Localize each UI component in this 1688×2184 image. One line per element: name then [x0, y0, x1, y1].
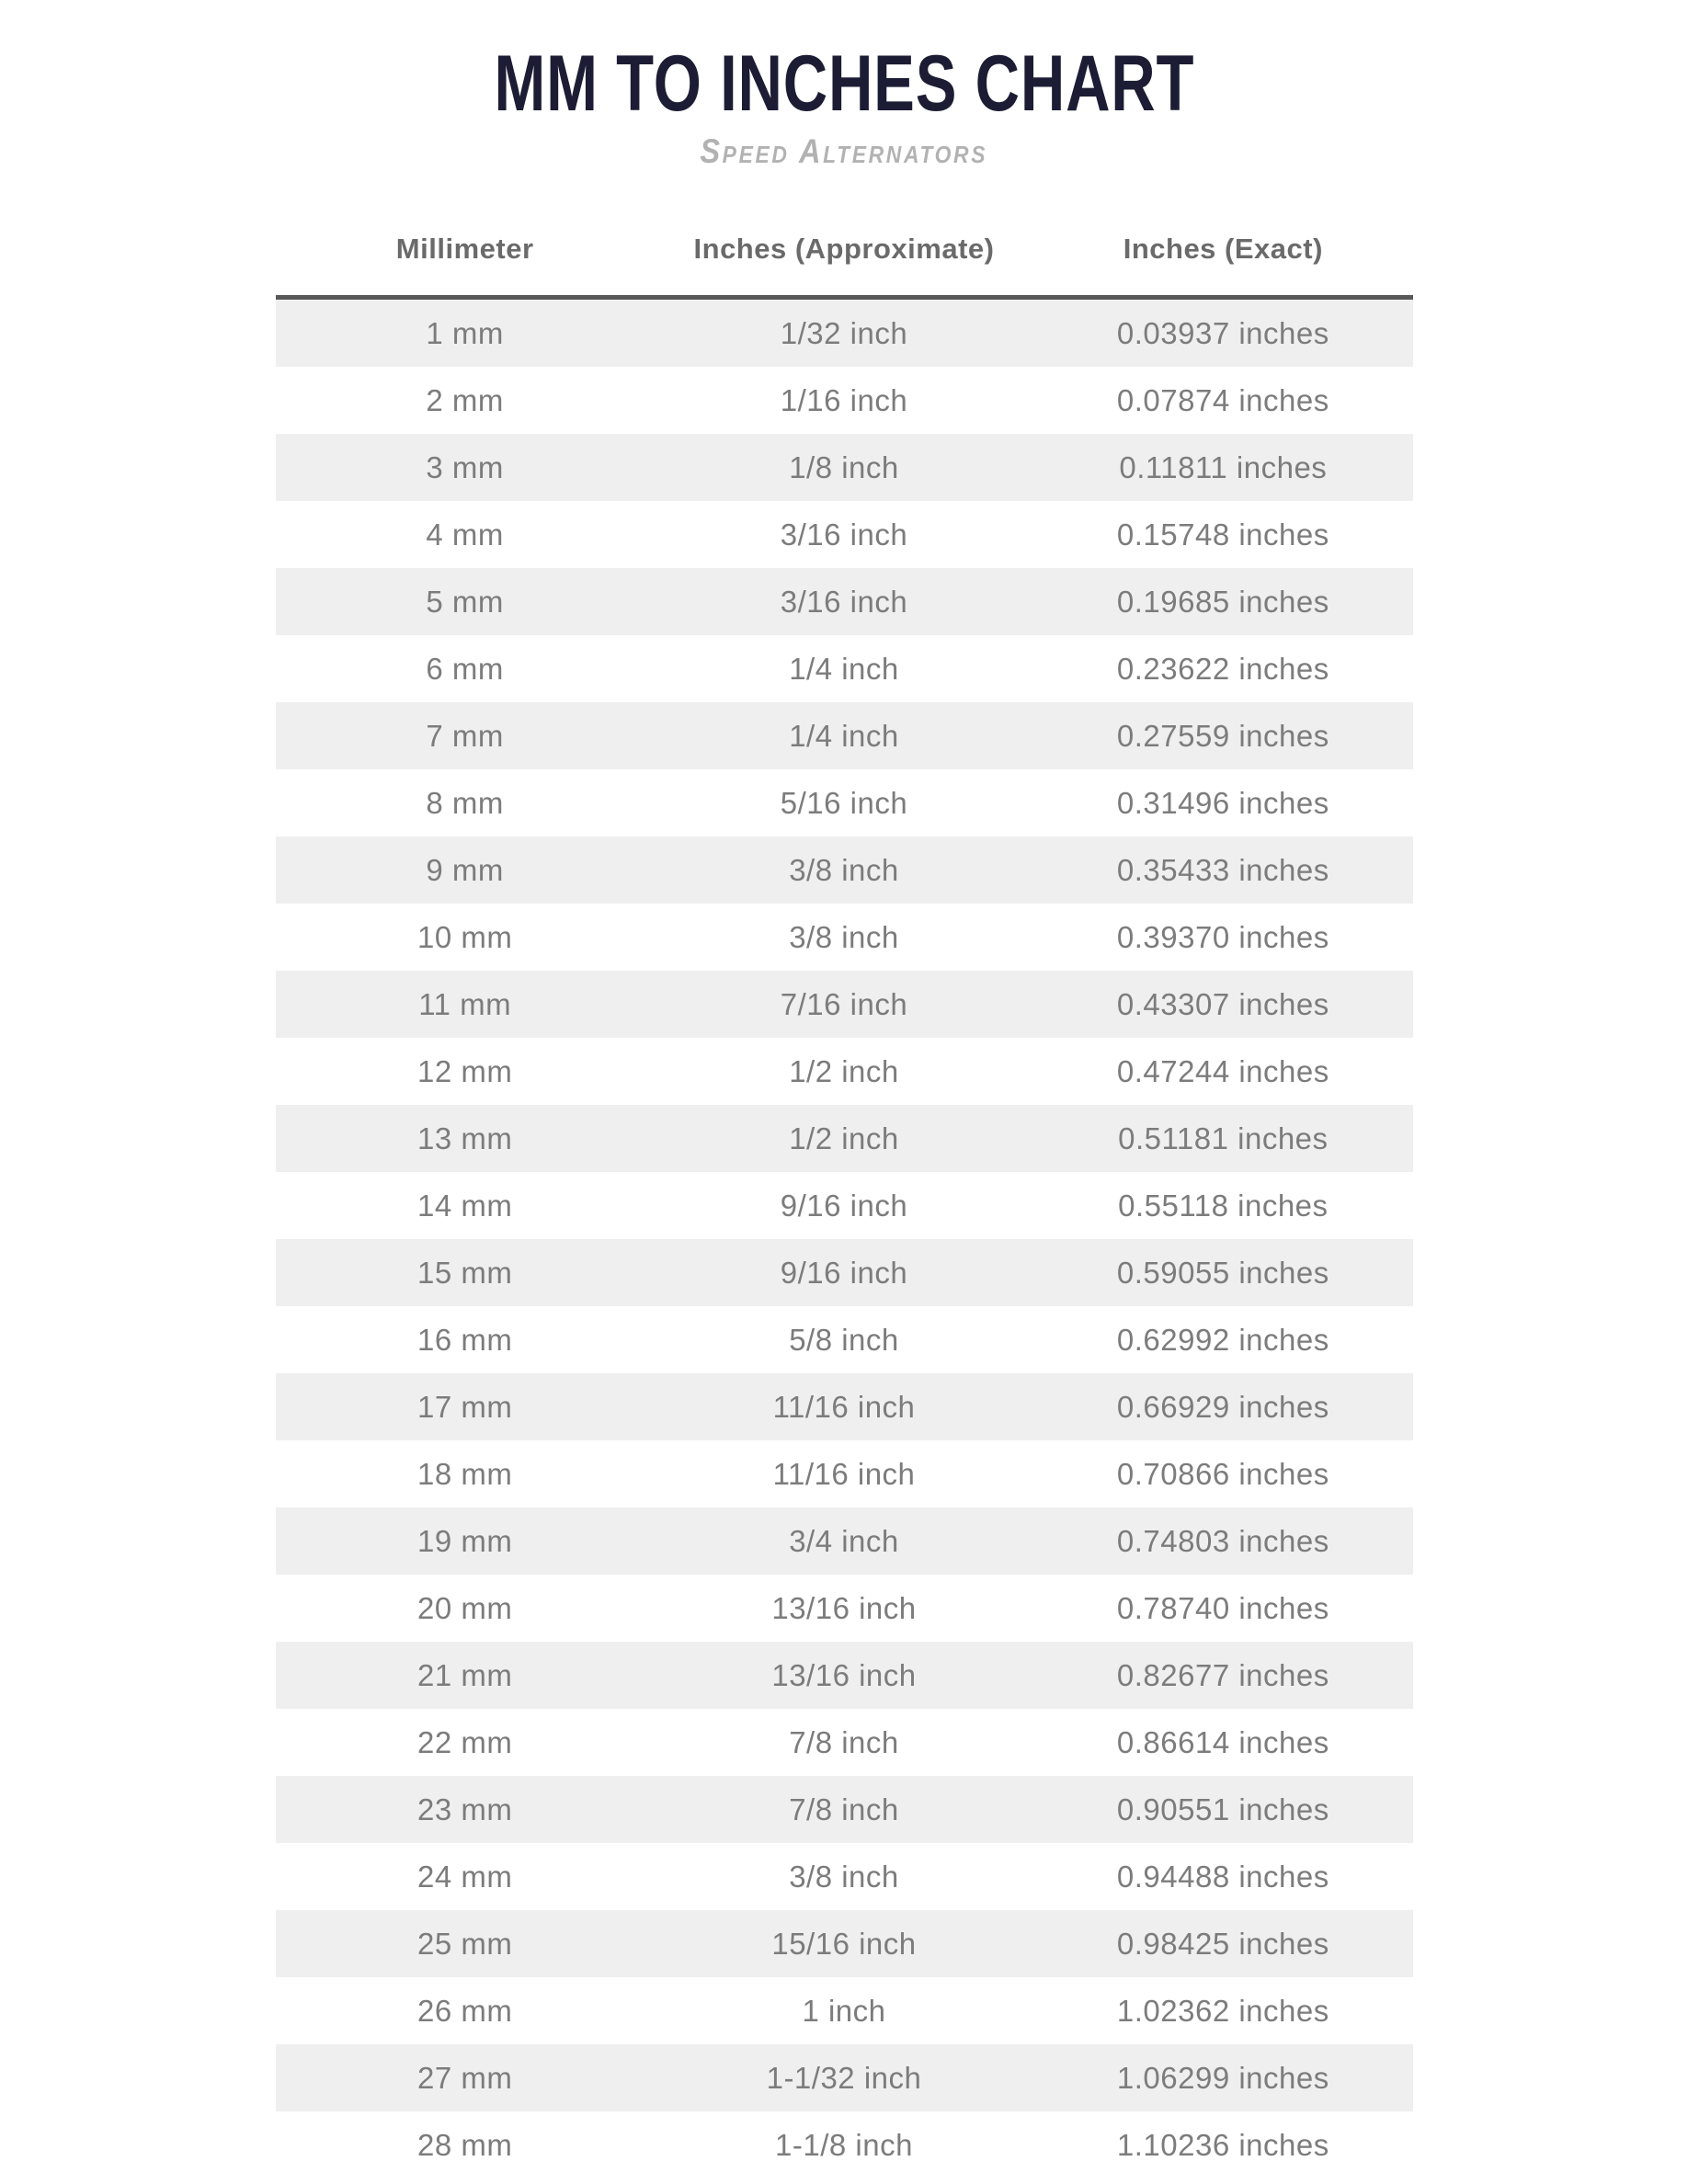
table-cell: 0.86614 inches: [1116, 1724, 1329, 1759]
table-row: [276, 434, 1413, 501]
table-cell: 0.47244 inches: [1116, 1053, 1329, 1088]
page-subtitle: [0, 132, 1688, 171]
table-cell: 24 mm: [416, 1859, 513, 1894]
table-row: [276, 635, 1413, 702]
table-cell: 0.62992 inches: [1116, 1322, 1329, 1357]
table-cell: 0.07874 inches: [1116, 382, 1329, 417]
page-title: [0, 40, 1688, 128]
table-cell: 0.43307 inches: [1116, 986, 1329, 1021]
table-row: [276, 1172, 1413, 1239]
page-subtitle-text: Speed Alternators: [700, 132, 988, 171]
table-cell: 3/16 inch: [780, 517, 908, 552]
table-row: [276, 1642, 1413, 1709]
table-cell: 1.02362 inches: [1116, 1993, 1329, 2028]
table-cell: 1/4 inch: [789, 718, 899, 753]
table-cell: 17 mm: [416, 1389, 513, 1424]
table-cell: 5/8 inch: [789, 1322, 899, 1357]
table-cell: 11 mm: [418, 986, 512, 1021]
table-cell: 0.51181 inches: [1118, 1120, 1329, 1155]
table-cell: 1.06299 inches: [1116, 2060, 1329, 2095]
table-cell: 6 mm: [426, 651, 504, 686]
table-row: [276, 2044, 1413, 2111]
table-cell: 27 mm: [416, 2060, 513, 2095]
table-row: [276, 904, 1413, 971]
table-cell: 11/16 inch: [772, 1389, 916, 1424]
column-header-inches-approximate: Inches (Approximate): [693, 233, 995, 266]
table-row: [276, 769, 1413, 836]
table-cell: 0.59055 inches: [1116, 1255, 1329, 1290]
column-header-inches-exact: Inches (Exact): [1123, 233, 1323, 266]
table-cell: 7/8 inch: [789, 1724, 899, 1759]
table-cell: 10 mm: [416, 919, 513, 954]
table-cell: 2 mm: [426, 382, 504, 417]
table-cell: 1/32 inch: [780, 315, 908, 350]
table-cell: 0.98425 inches: [1116, 1926, 1329, 1961]
table-cell: 3 mm: [426, 449, 504, 484]
conversion-table: [276, 203, 1413, 2178]
table-body: [276, 300, 1413, 2178]
table-cell: 3/8 inch: [789, 919, 899, 954]
table-cell: 0.27559 inches: [1116, 718, 1329, 753]
table-cell: 1 mm: [426, 315, 504, 350]
table-row: [276, 971, 1413, 1038]
table-cell: 8 mm: [426, 785, 504, 820]
table-cell: 9 mm: [426, 852, 504, 887]
table-row: [276, 1239, 1413, 1306]
table-cell: 9/16 inch: [780, 1188, 908, 1223]
table-cell: 3/8 inch: [789, 852, 899, 887]
table-cell: 0.82677 inches: [1116, 1657, 1329, 1692]
table-cell: 22 mm: [416, 1724, 513, 1759]
table-cell: 0.70866 inches: [1116, 1456, 1329, 1491]
table-cell: 1/8 inch: [789, 449, 899, 484]
table-row: [276, 1038, 1413, 1105]
table-cell: 15/16 inch: [771, 1926, 917, 1961]
table-cell: 3/16 inch: [780, 584, 908, 619]
table-cell: 15 mm: [416, 1255, 513, 1290]
table-row: [276, 1910, 1413, 1977]
table-cell: 25 mm: [416, 1926, 513, 1961]
table-cell: 0.78740 inches: [1116, 1590, 1329, 1625]
table-cell: 1/2 inch: [789, 1120, 899, 1155]
table-cell: 0.03937 inches: [1116, 315, 1329, 350]
table-cell: 12 mm: [416, 1053, 513, 1088]
column-header-millimeter: Millimeter: [395, 233, 534, 266]
table-cell: 19 mm: [416, 1523, 513, 1558]
table-cell: 7/16 inch: [780, 986, 908, 1021]
table-row: [276, 1440, 1413, 1507]
table-cell: 20 mm: [416, 1590, 513, 1625]
table-row: [276, 1977, 1413, 2044]
table-cell: 1 inch: [802, 1993, 886, 2028]
table-row: [276, 501, 1413, 568]
table-cell: 0.39370 inches: [1116, 919, 1329, 954]
table-row: [276, 568, 1413, 635]
table-cell: 1.10236 inches: [1116, 2127, 1329, 2162]
table-cell: 16 mm: [416, 1322, 513, 1357]
table-cell: 1/4 inch: [789, 651, 899, 686]
table-cell: 3/4 inch: [789, 1523, 899, 1558]
table-cell: 13/16 inch: [771, 1590, 917, 1625]
table-row: [276, 367, 1413, 434]
table-cell: 1-1/8 inch: [775, 2127, 913, 2162]
table-row: [276, 836, 1413, 904]
table-cell: 1-1/32 inch: [766, 2060, 922, 2095]
table-cell: 1/2 inch: [789, 1053, 899, 1088]
table-row: [276, 2111, 1413, 2178]
table-cell: 21 mm: [416, 1657, 513, 1692]
table-cell: 13/16 inch: [771, 1657, 917, 1692]
table-cell: 0.94488 inches: [1116, 1859, 1329, 1894]
table-cell: 0.74803 inches: [1116, 1523, 1329, 1558]
table-cell: 0.35433 inches: [1116, 852, 1329, 887]
table-cell: 5 mm: [426, 584, 504, 619]
table-row: [276, 1507, 1413, 1575]
title-block: [0, 0, 1688, 171]
table-row: [276, 1373, 1413, 1440]
table-cell: 0.23622 inches: [1116, 651, 1329, 686]
table-cell: 1/16 inch: [780, 382, 908, 417]
table-cell: 13 mm: [416, 1120, 513, 1155]
table-cell: 0.19685 inches: [1116, 584, 1329, 619]
table-cell: 0.66929 inches: [1116, 1389, 1329, 1424]
table-cell: 14 mm: [416, 1188, 513, 1223]
table-cell: 11/16 inch: [772, 1456, 916, 1491]
table-header-row: [276, 203, 1413, 300]
table-cell: 18 mm: [416, 1456, 513, 1491]
table-row: [276, 1843, 1413, 1910]
table-cell: 0.15748 inches: [1116, 517, 1329, 552]
table-row: [276, 702, 1413, 769]
table-cell: 9/16 inch: [780, 1255, 908, 1290]
table-cell: 7/8 inch: [789, 1792, 899, 1826]
table-cell: 4 mm: [426, 517, 504, 552]
table-row: [276, 1776, 1413, 1843]
table-row: [276, 1105, 1413, 1172]
page-title-text: MM TO INCHES CHART: [494, 40, 1194, 128]
table-cell: 23 mm: [416, 1792, 513, 1826]
table-row: [276, 1306, 1413, 1373]
table-cell: 0.55118 inches: [1118, 1188, 1329, 1223]
table-row: [276, 1575, 1413, 1642]
table-cell: 0.90551 inches: [1116, 1792, 1329, 1826]
table-cell: 0.31496 inches: [1116, 785, 1329, 820]
table-cell: 3/8 inch: [789, 1859, 899, 1894]
table-row: [276, 300, 1413, 367]
table-row: [276, 1709, 1413, 1776]
table-cell: 0.11811 inches: [1119, 449, 1328, 484]
table-cell: 28 mm: [416, 2127, 513, 2162]
table-cell: 26 mm: [416, 1993, 513, 2028]
table-cell: 7 mm: [426, 718, 504, 753]
table-cell: 5/16 inch: [780, 785, 908, 820]
